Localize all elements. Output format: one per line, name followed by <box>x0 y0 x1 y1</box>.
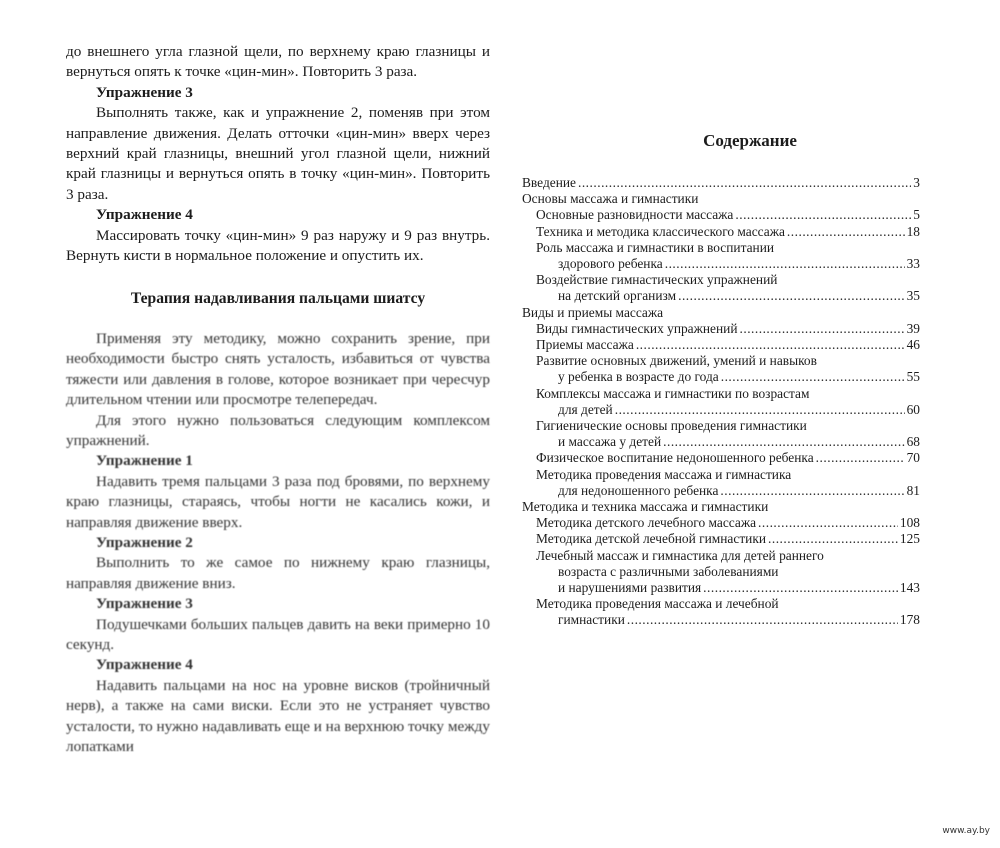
toc-leader-dots <box>665 256 905 272</box>
toc-entry[interactable] <box>522 224 920 240</box>
toc-page-number: 108 <box>899 515 920 531</box>
toc-entry-line: Методика проведения массажа и гимнастика <box>536 466 792 482</box>
toc-leader-dots <box>678 288 905 304</box>
toc-page-number: 55 <box>906 369 920 385</box>
toc-page-number: 46 <box>906 337 920 353</box>
exercise-heading: Упражнение 3 <box>96 595 193 613</box>
toc-entry-title: Основные разновидности массажа <box>536 207 734 223</box>
toc-entry-line: Методика проведения массажа и лечебной <box>536 596 779 612</box>
toc-entry-title: Техника и методика классического массажа <box>536 223 785 239</box>
toc-entry-title: Методика детской лечебной гимнастики <box>536 531 767 547</box>
toc-leader-dots <box>740 321 905 337</box>
toc-entry-title: и нарушениями развития <box>558 580 702 596</box>
exercise-heading: Упражнение 4 <box>96 656 193 674</box>
toc-entry-title: и массажа у детей <box>558 434 662 450</box>
toc-entry-line: Развитие основных движений, умений и навыков <box>536 353 817 369</box>
toc-entry-line: Роль массажа и гимнастики в воспитании <box>536 239 775 255</box>
toc-entry[interactable] <box>522 580 920 596</box>
paragraph: Применяя эту методику, можно сохранить зрение, при необходимости быстро снять усталость, избавиться от чувства тяжести или давления в голове, которое возникает при чересчур длительном чтении или просмотре телепередач. <box>66 329 490 409</box>
toc-entry-line: возраста с различными заболеваниями <box>558 563 779 579</box>
toc-leader-dots <box>578 175 911 191</box>
toc-leader-dots <box>627 612 898 628</box>
toc-page-number: 125 <box>899 531 920 547</box>
right-page <box>500 0 1000 848</box>
toc-entry-title: Физическое воспитание недоношенного ребенка <box>536 450 814 466</box>
toc-entry-line: Лечебный массаж и гимнастика для детей раннего <box>536 547 824 563</box>
toc-entry[interactable] <box>522 256 920 272</box>
exercise-heading: Упражнение 2 <box>96 533 193 551</box>
toc-entry[interactable] <box>522 434 920 450</box>
toc-entry[interactable] <box>522 337 920 353</box>
toc-entry-line: Гигиенические основы проведения гимнастики <box>536 418 807 434</box>
toc-section-title: Виды и приемы массажа <box>522 304 664 320</box>
toc-section <box>522 499 920 515</box>
toc-entry[interactable] <box>522 612 920 628</box>
toc-entry[interactable] <box>522 175 920 191</box>
table-of-contents <box>522 175 920 629</box>
left-page-text <box>66 42 490 757</box>
toc-entry-title: Введение <box>522 175 576 190</box>
toc-leader-dots <box>758 515 898 531</box>
toc-entry[interactable] <box>522 207 920 223</box>
toc-title: Содержание <box>703 131 797 150</box>
toc-page-number: 35 <box>906 288 920 304</box>
toc-entry[interactable] <box>522 288 920 304</box>
toc-entry[interactable] <box>522 321 920 337</box>
toc-leader-dots <box>703 580 898 596</box>
toc-entry-title: у ребенка в возрасте до года <box>558 369 719 385</box>
faded-text-block <box>66 329 490 758</box>
paragraph: Надавить пальцами на нос на уровне висков (тройничный нерв), а также на сами виски. Если это не устраняет чувство усталости, то нужно надавливать еще и на верхнюю точку между лопатками <box>66 676 490 755</box>
toc-page-number: 68 <box>906 434 920 450</box>
exercise-heading: Упражнение 1 <box>96 452 193 470</box>
paragraph: до внешнего угла глазной щели, по верхнему краю глазницы и вернуться опять к точке «цин-мин». Повторить 3 раза. <box>66 43 490 81</box>
toc-entry-title: для детей <box>558 401 613 417</box>
toc-leader-dots <box>721 369 905 385</box>
toc-entry-title: Виды гимнастических упражнений <box>536 320 738 336</box>
toc-page-number: 33 <box>906 256 920 272</box>
toc-entry-title: для недоношенного ребенка <box>558 482 719 498</box>
paragraph: Массировать точку «цин-мин» 9 раз наружу и 9 раз внутрь. Вернуть кисти в нормальное положение и опустить их. <box>66 226 490 265</box>
toc-leader-dots <box>768 531 898 547</box>
toc-leader-dots <box>663 434 904 450</box>
toc-entry[interactable] <box>522 531 920 547</box>
toc-page-number: 143 <box>899 580 920 596</box>
toc-page-number: 39 <box>906 320 920 336</box>
paragraph: Подушечками больших пальцев давить на веки примерно 10 секунд. <box>66 615 490 653</box>
exercise-heading: Упражнение 4 <box>96 206 193 224</box>
toc-entry-title: на детский организм <box>558 288 677 304</box>
toc-entry[interactable] <box>522 369 920 385</box>
toc-page-number: 178 <box>899 612 920 628</box>
toc-section <box>522 305 920 321</box>
toc-section-title: Основы массажа и гимнастики <box>522 191 699 207</box>
toc-entry-title: Методика детского лечебного массажа <box>536 515 757 531</box>
toc-entry[interactable] <box>522 402 920 418</box>
paragraph: Выполнить то же самое по нижнему краю глазницы, направляя движение вниз. <box>66 554 490 592</box>
toc-entry-title: здорового ребенка <box>558 256 663 272</box>
toc-page-number: 18 <box>906 223 920 239</box>
paragraph: Выполнять также, как и упражнение 2, поменяв при этом направление движения. Делать отточки «цин-мин» вверх через верхний край глазницы, внешний угол глазной щели, нижний край глазницы и вернуться опять в точку «цин-мин». Повторить 3 раза. <box>66 104 490 203</box>
toc-page-number: 60 <box>906 401 920 417</box>
toc-entry-line: Воздействие гимнастических упражнений <box>536 272 778 288</box>
toc-page-number: 70 <box>906 450 920 466</box>
toc-entry-title: гимнастики <box>558 612 625 628</box>
watermark: www.ay.by <box>942 826 990 836</box>
toc-leader-dots <box>735 207 911 223</box>
toc-page-number: 81 <box>906 482 920 498</box>
toc-entry-line: Комплексы массажа и гимнастики по возрастам <box>536 385 810 401</box>
toc-entry-title: Приемы массажа <box>536 337 634 353</box>
paragraph: Для этого нужно пользоваться следующим комплексом упражнений. <box>66 411 490 449</box>
paragraph: Надавить тремя пальцами 3 раза под бровями, по верхнему краю глазницы, стараясь, чтобы ногти не касались кожи, и направляя движение вверх. <box>66 472 490 531</box>
exercise-heading: Упражнение 3 <box>96 83 193 101</box>
toc-entry[interactable] <box>522 483 920 499</box>
toc-leader-dots <box>816 450 905 466</box>
toc-page-number: 3 <box>913 175 920 190</box>
toc-entry[interactable] <box>522 515 920 531</box>
toc-page-number: 5 <box>913 207 920 223</box>
section-heading: Терапия надавливания пальцами шиатсу <box>130 290 426 308</box>
toc-leader-dots <box>720 483 904 499</box>
toc-leader-dots <box>787 224 905 240</box>
toc-entry[interactable] <box>522 450 920 466</box>
toc-leader-dots <box>636 337 905 353</box>
toc-leader-dots <box>615 402 905 418</box>
toc-section-title: Методика и техника массажа и гимнастики <box>522 499 769 515</box>
toc-section <box>522 191 920 207</box>
